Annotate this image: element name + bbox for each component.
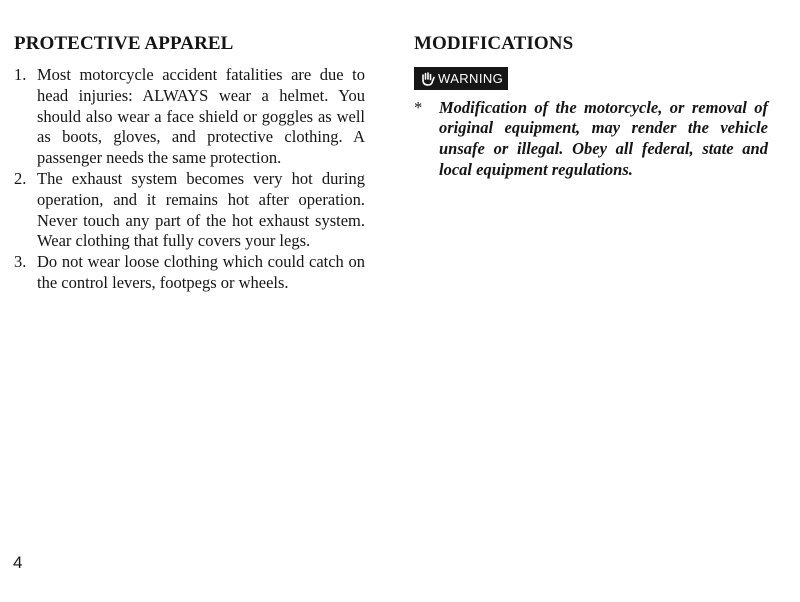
warning-badge — [414, 67, 508, 90]
hand-warning-icon — [420, 71, 436, 87]
warning-label: WARNING — [438, 71, 504, 86]
item-text: Most motorcycle accident fatalities are due to head injuries: ALWAYS wear a helmet. You should also wear a face shield or goggles as well as boots, gloves, and protective clothing. A passenger needs the same protection. — [37, 65, 365, 168]
protective-apparel-section — [14, 33, 365, 294]
section-title-modifications: MODIFICATIONS — [414, 33, 574, 54]
list-item — [14, 65, 365, 169]
item-number: 3. — [14, 252, 27, 272]
warning-text: Modification of the motorcycle, or removal of original equipment, may render the vehicle unsafe or illegal. Obey all federal, state and local equipment regulations. — [439, 97, 768, 179]
modifications-section — [414, 33, 768, 181]
item-text: Do not wear loose clothing which could catch on the control levers, footpegs or wheels. — [37, 252, 365, 292]
list-item — [14, 169, 365, 252]
list-item — [14, 252, 365, 294]
protective-apparel-list — [14, 65, 365, 294]
section-title-protective-apparel: PROTECTIVE APPAREL — [14, 33, 234, 54]
warning-item — [414, 98, 768, 181]
warning-bullet: * — [414, 97, 423, 117]
item-text: The exhaust system becomes very hot during operation, and it remains hot after operation. Never touch any part of the hot exhaust system. Wear clothing that fully covers your legs. — [37, 168, 365, 251]
item-number: 2. — [14, 168, 27, 188]
item-number: 1. — [14, 65, 27, 84]
page-number: 4 — [13, 553, 23, 572]
